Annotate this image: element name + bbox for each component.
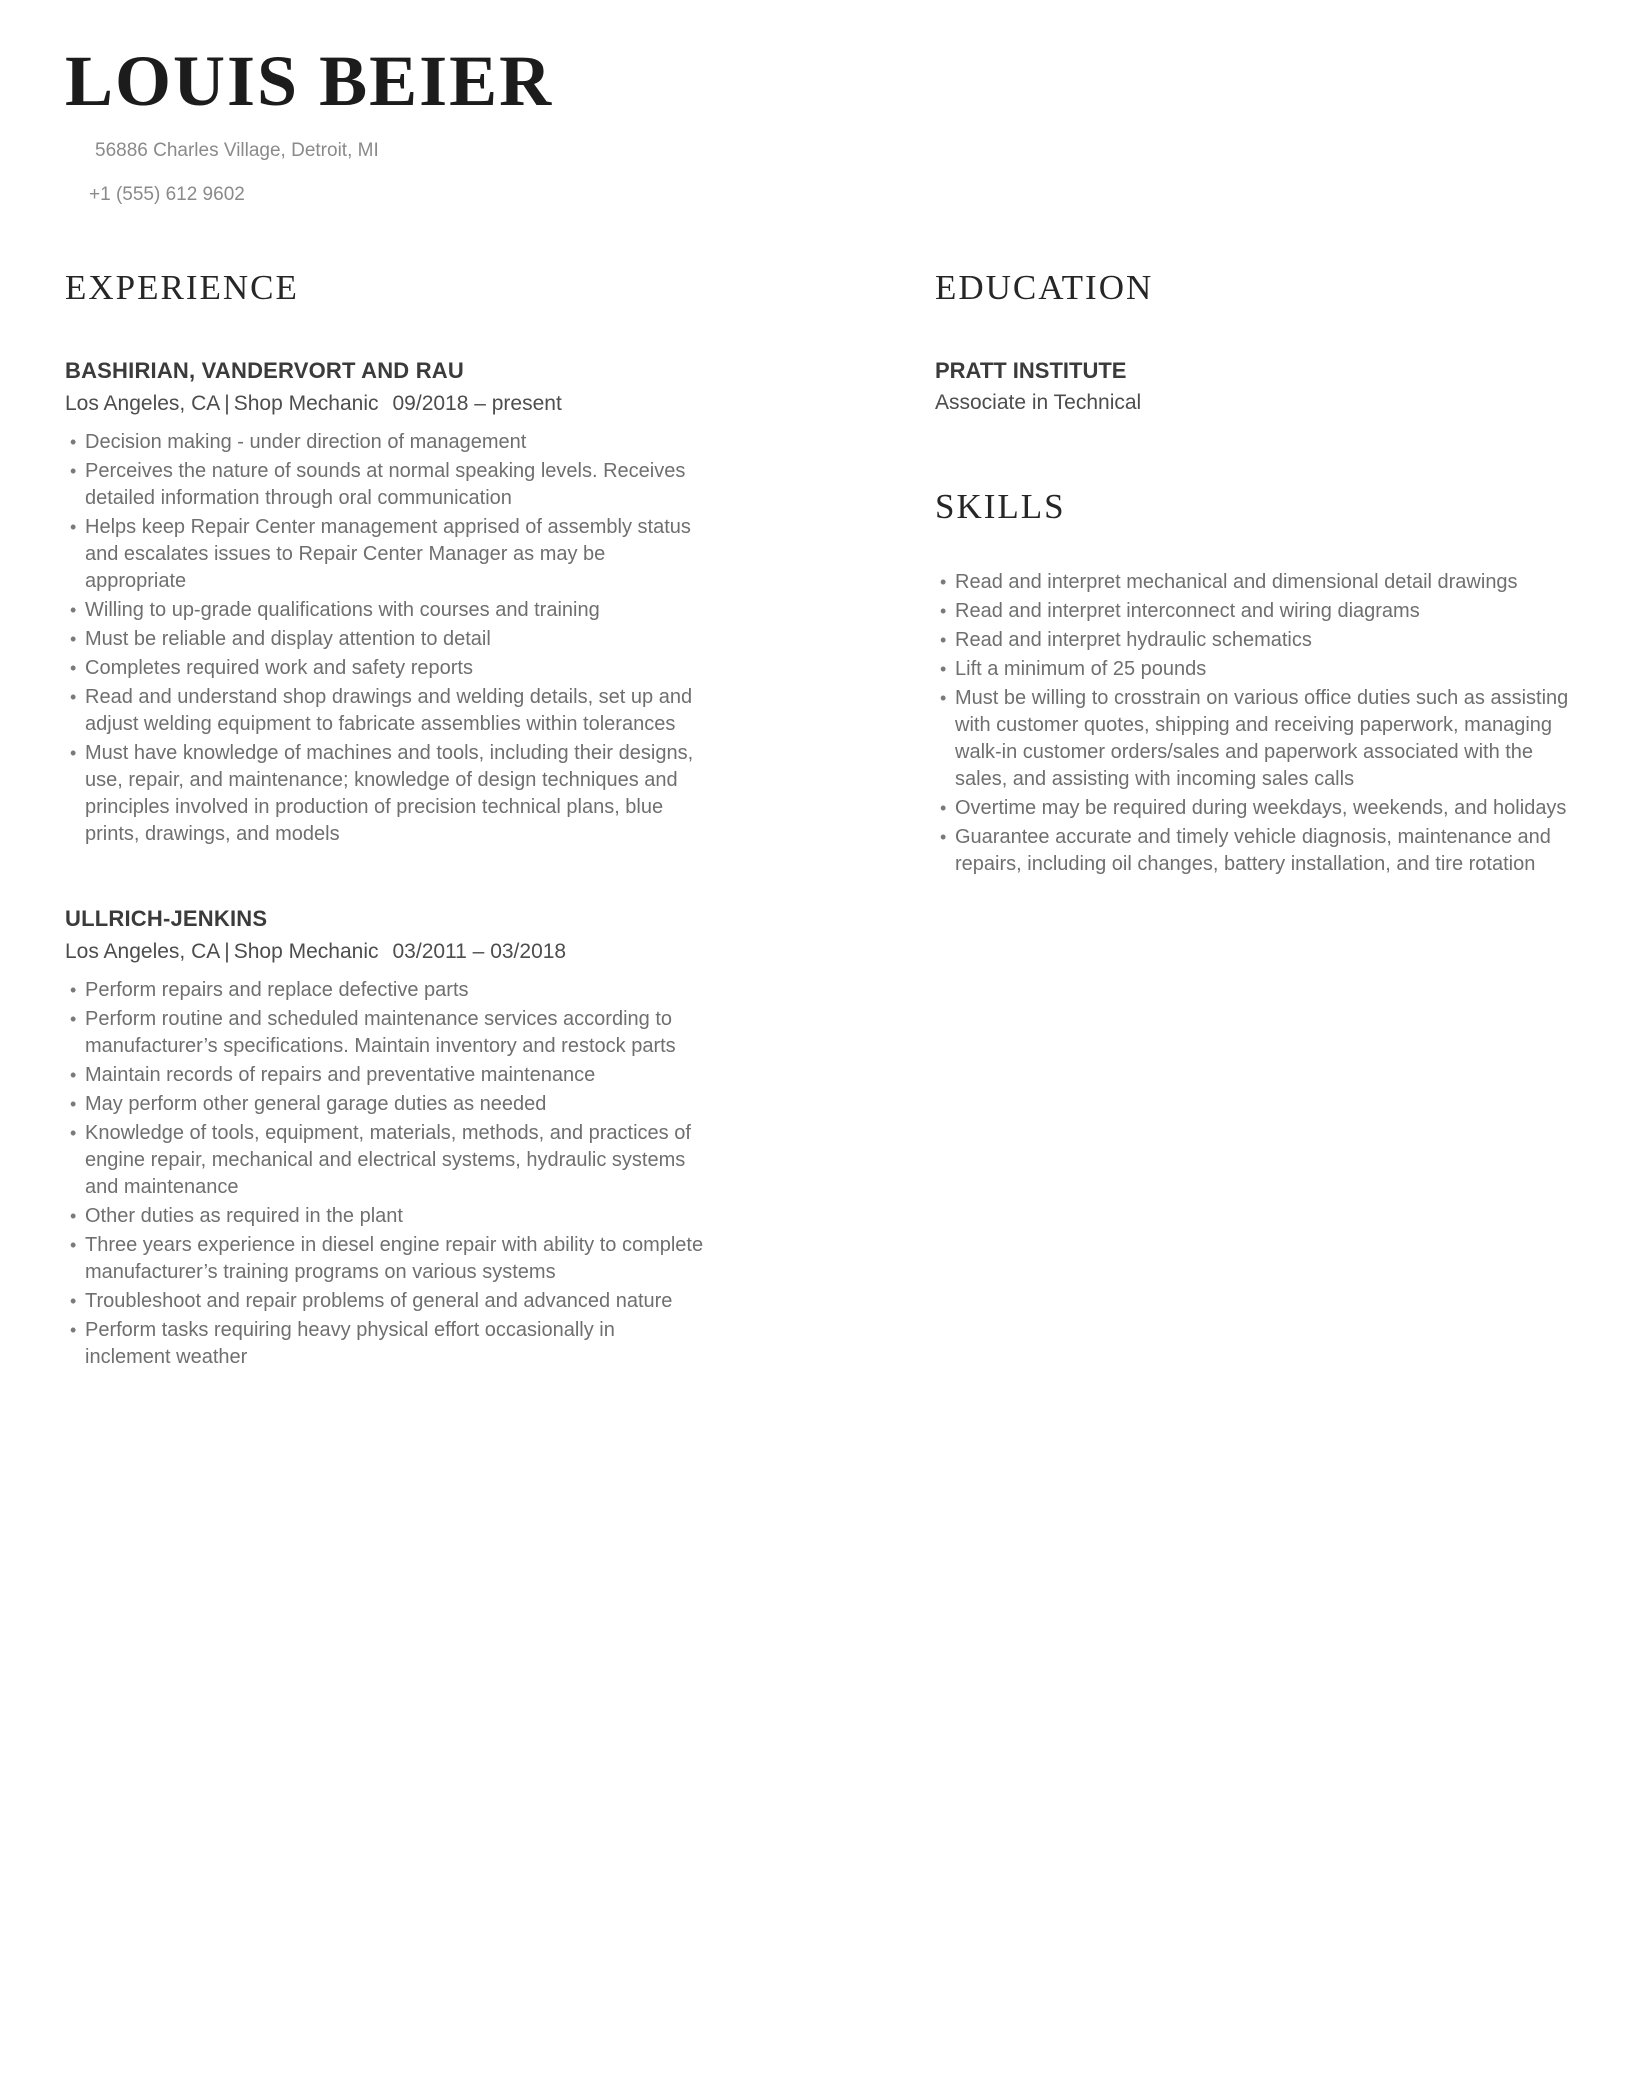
job-bullet: • Other duties as required in the plant	[65, 1203, 705, 1230]
company-name: BASHIRIAN, VANDERVORT AND RAU	[65, 357, 464, 383]
contact-info	[65, 140, 1572, 206]
job-entry-1	[65, 358, 705, 848]
job-bullet: • May perform other general garage duties as needed	[65, 1091, 705, 1118]
job-bullet: • Perform tasks requiring heavy physical effort occasionally in inclement weather	[65, 1317, 705, 1371]
job-bullet: • Troubleshoot and repair problems of general and advanced nature	[65, 1288, 705, 1315]
skills-bullet-list	[935, 569, 1572, 878]
experience-section	[65, 268, 705, 1373]
candidate-phone: +1 (555) 612 9602	[89, 183, 245, 205]
skill-bullet: • Read and interpret interconnect and wiring diagrams	[935, 598, 1572, 625]
candidate-address: 56886 Charles Village, Detroit, MI	[95, 139, 379, 161]
right-column	[935, 268, 1572, 1373]
skills-section	[935, 487, 1572, 878]
skill-bullet: • Guarantee accurate and timely vehicle diagnosis, maintenance and repairs, including oil changes, battery installation, and tire rotation	[935, 824, 1572, 878]
skills-heading: SKILLS	[935, 486, 1066, 526]
job-meta	[65, 392, 705, 416]
job-location: Los Angeles, CA	[65, 391, 221, 415]
resume-header	[65, 41, 1572, 206]
job-location: Los Angeles, CA	[65, 939, 221, 963]
job-bullet: • Perceives the nature of sounds at normal speaking levels. Receives detailed information through oral communication	[65, 458, 705, 512]
skill-bullet: • Lift a minimum of 25 pounds	[935, 656, 1572, 683]
education-section	[935, 268, 1572, 415]
job-dates: 09/2018 – present	[392, 391, 562, 415]
job-bullet: • Must be reliable and display attention to detail	[65, 626, 705, 653]
job-bullet: • Perform repairs and replace defective parts	[65, 977, 705, 1004]
job-bullet: • Three years experience in diesel engine repair with ability to complete manufacturer’s training programs on various systems	[65, 1232, 705, 1286]
candidate-name: LOUIS BEIER	[65, 41, 554, 121]
skill-bullet: • Read and interpret mechanical and dimensional detail drawings	[935, 569, 1572, 596]
job-bullet: • Must have knowledge of machines and tools, including their designs, use, repair, and maintenance; knowledge of design techniques and principles involved in production of precision technical plans, blue prints, drawings, and models	[65, 740, 705, 848]
job-role: Shop Mechanic	[233, 391, 379, 415]
skill-bullet: • Read and interpret hydraulic schematics	[935, 627, 1572, 654]
degree-name: Associate in Technical	[935, 390, 1142, 414]
company-name: ULLRICH-JENKINS	[65, 905, 268, 931]
job-bullet: • Completes required work and safety reports	[65, 655, 705, 682]
experience-heading: EXPERIENCE	[65, 267, 299, 307]
school-name: PRATT INSTITUTE	[935, 357, 1127, 383]
job-bullet: • Helps keep Repair Center management apprised of assembly status and escalates issues to Repair Center Manager as may be appropriate	[65, 514, 705, 595]
job-bullet: • Perform routine and scheduled maintenance services according to manufacturer’s specifications. Maintain inventory and restock parts	[65, 1006, 705, 1060]
job-entry-2	[65, 906, 705, 1371]
job-bullet: • Read and understand shop drawings and welding details, set up and adjust welding equipment to fabricate assemblies within tolerances	[65, 684, 705, 738]
job-role: Shop Mechanic	[233, 939, 379, 963]
education-heading: EDUCATION	[935, 267, 1154, 307]
job-meta	[65, 940, 705, 964]
job-bullet: • Willing to up-grade qualifications with courses and training	[65, 597, 705, 624]
separator-pipe: |	[224, 939, 230, 963]
skill-bullet: • Must be willing to crosstrain on various office duties such as assisting with customer quotes, shipping and receiving paperwork, managing walk-in customer orders/sales and paperwork associated with the sales, and assisting with incoming sales calls	[935, 685, 1572, 793]
job-dates: 03/2011 – 03/2018	[392, 939, 567, 963]
job-bullet-list	[65, 977, 705, 1371]
job-bullet: • Maintain records of repairs and preventative maintenance	[65, 1062, 705, 1089]
resume-body	[65, 268, 1572, 1373]
job-bullet-list	[65, 429, 705, 848]
skill-bullet: • Overtime may be required during weekdays, weekends, and holidays	[935, 795, 1572, 822]
job-bullet: • Decision making - under direction of management	[65, 429, 705, 456]
job-bullet: • Knowledge of tools, equipment, materials, methods, and practices of engine repair, mechanical and electrical systems, hydraulic systems and maintenance	[65, 1120, 705, 1201]
separator-pipe: |	[224, 391, 230, 415]
